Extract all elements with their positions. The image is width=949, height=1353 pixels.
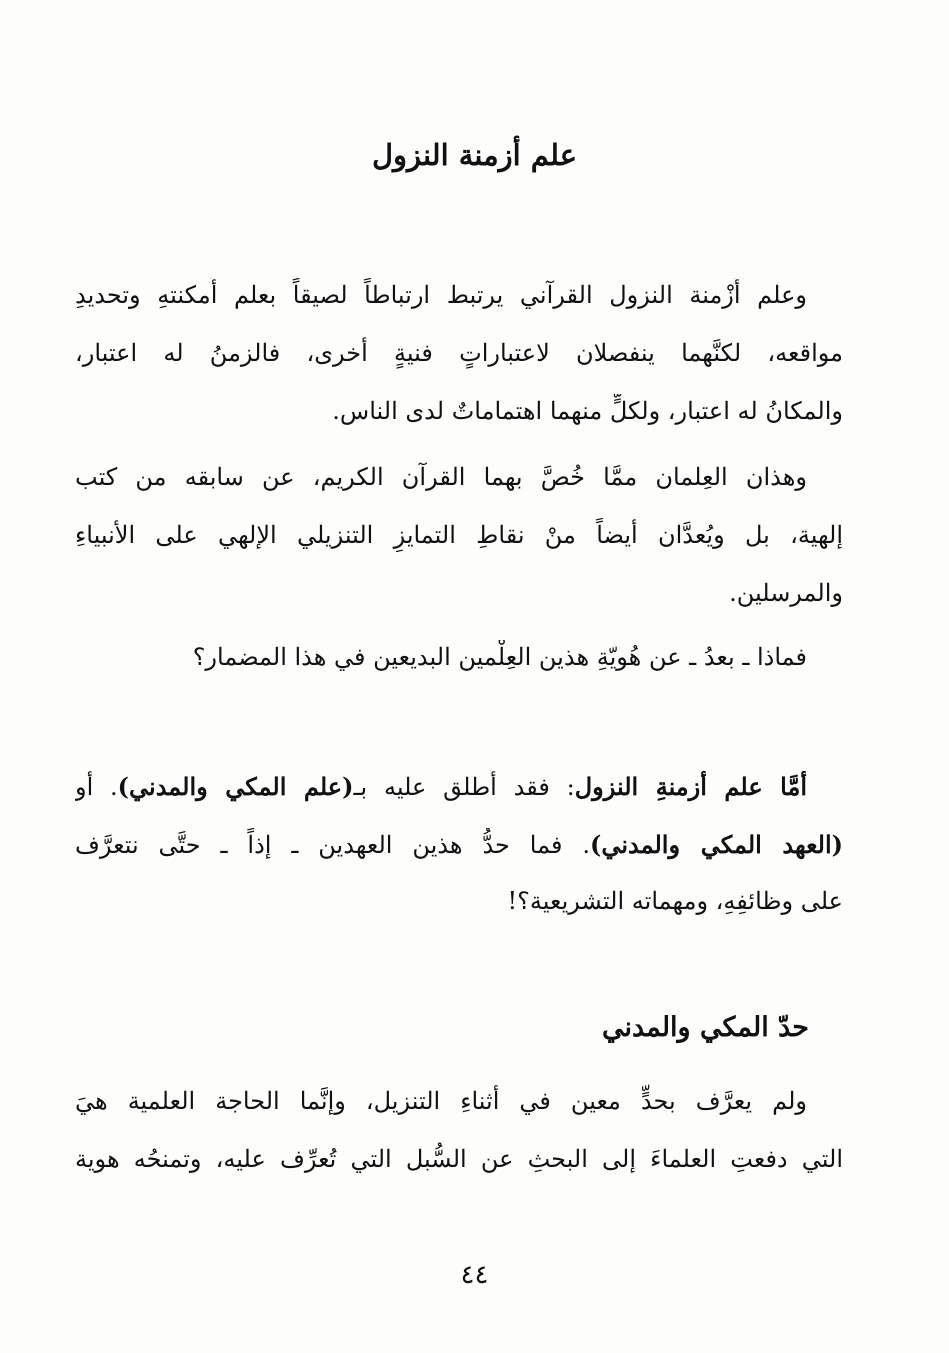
section-subheading: حدّ المكي والمدني [602,1012,809,1043]
paragraph-2-line-1: وهذان العِلمان ممَّا خُصَّ بهما القرآن الكريم، عن سابقه من كتب [75,463,807,491]
paragraph-4-line-2-text: . فما حدُّ هذين العهدين ـ إذاً ـ حتَّى نتعرَّف [75,831,590,859]
paragraph-3: فماذا ـ بعدُ ـ عن هُويّةِ هذين العِلْمين البديعين في هذا المضمار؟ [192,643,807,671]
paragraph-5-line-2: التي دفعتِ العلماءَ إلى البحثِ عن السُّبل التي تُعرِّف عليه، وتمنحُه هوية [75,1145,843,1173]
paragraph-4-line-1-text: : فقد أُطلق عليه بـ [353,773,575,801]
paragraph-1-line-2: مواقعه، لكنَّهما ينفصلان لاعتباراتٍ فنيةٍ أخرى، فالزمنُ له اعتبار، [75,339,843,367]
paragraph-5-line-1: ولم يعرَّف بحدٍّ معين في أثناءِ التنزيل، وإنَّما الحاجة العلمية هيَ [75,1087,807,1115]
term-makki-madani-science: (علم المكي والمدني) [117,772,354,801]
paragraph-4-line-1 [75,770,843,804]
page-number: ٤٤ [460,1260,489,1290]
chapter-title: علم أزمنة النزول [371,138,577,172]
paragraph-1-line-1: وعلم أَزْمنة النزول القرآني يرتبط ارتباطاً لصيقاً بعلم أَمكنتهِ وتحديدِ [75,281,807,309]
paragraph-4-line-1-tail: . أو [75,773,118,801]
paragraph-2-line-2: إلهية، بل ويُعدَّان أيضاً منْ نقاطِ التمايزِ التنزيلي الإلهي على الأنبياءِ [75,521,843,549]
term-makki-madani-era: (العهد المكي والمدني) [589,830,843,859]
paragraph-4-line-3: على وظائفِهِ، ومهماته التشريعية؟! [507,887,843,915]
paragraph-1-line-3: والمكانُ له اعتبار، ولكلٍّ منهما اهتماماتٌ لدى الناس. [332,397,843,425]
paragraph-4-line-2 [75,828,843,862]
paragraph-2-line-3: والمرسلين. [729,579,843,607]
term-azminat-al-nuzul: أمَّا علم أزمنةِ النزول [574,772,808,801]
